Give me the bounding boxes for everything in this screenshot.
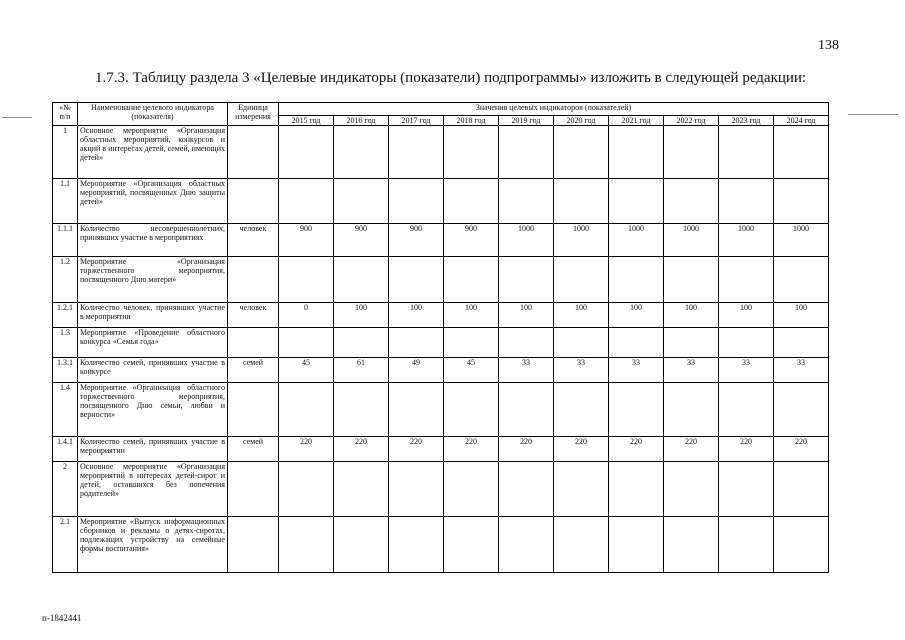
value-cell: 33 [774, 358, 829, 383]
value-cell [554, 383, 609, 437]
row-number: 2.1 [53, 517, 78, 573]
indicator-name: Мероприятие «Организация областного торжественного мероприятия, посвященного Дню семьи, любви и верности» [78, 383, 228, 437]
indicator-name: Основное мероприятие «Организация мероприятий в интересах детей-сирот и детей, оставшихся без попечения родителей» [78, 462, 228, 517]
value-cell: 33 [499, 358, 554, 383]
unit-cell: человек [228, 224, 279, 257]
value-cell [664, 383, 719, 437]
value-cell [444, 328, 499, 358]
value-cell [664, 517, 719, 573]
value-cell: 900 [279, 224, 334, 257]
value-cell: 100 [389, 303, 444, 328]
value-cell: 1000 [609, 224, 664, 257]
value-cell: 100 [554, 303, 609, 328]
value-cell [554, 462, 609, 517]
value-cell: 33 [664, 358, 719, 383]
value-cell: 33 [554, 358, 609, 383]
value-cell [334, 462, 389, 517]
value-cell [334, 383, 389, 437]
unit-cell [228, 383, 279, 437]
value-cell: 1000 [719, 224, 774, 257]
value-cell [499, 462, 554, 517]
value-cell: 100 [609, 303, 664, 328]
value-cell: 220 [279, 437, 334, 462]
row-number: 1 [53, 126, 78, 179]
row-number: 1.3.1 [53, 358, 78, 383]
value-cell: 220 [664, 437, 719, 462]
value-cell [719, 257, 774, 303]
value-cell [719, 383, 774, 437]
value-cell [609, 328, 664, 358]
value-cell [334, 126, 389, 179]
value-cell [444, 257, 499, 303]
value-cell [499, 383, 554, 437]
value-cell [499, 179, 554, 224]
row-number: 1.4.1 [53, 437, 78, 462]
indicators-table [52, 102, 829, 573]
indicator-name: Количество семей, принявших участие в мероприятии [78, 437, 228, 462]
margin-mark-left [2, 117, 32, 118]
value-cell [334, 257, 389, 303]
value-cell [389, 383, 444, 437]
table-row [53, 224, 829, 257]
value-cell [664, 462, 719, 517]
value-cell [774, 462, 829, 517]
value-cell [554, 328, 609, 358]
value-cell [334, 517, 389, 573]
value-cell [279, 462, 334, 517]
table-row [53, 257, 829, 303]
value-cell [389, 462, 444, 517]
value-cell [554, 257, 609, 303]
value-cell [389, 517, 444, 573]
value-cell [334, 328, 389, 358]
value-cell [774, 383, 829, 437]
value-cell: 100 [444, 303, 499, 328]
value-cell [774, 179, 829, 224]
header-values-group: Значения целевых индикаторов (показателей) [279, 103, 829, 116]
row-number: 1.4 [53, 383, 78, 437]
value-cell [444, 179, 499, 224]
value-cell: 0 [279, 303, 334, 328]
unit-cell: семей [228, 437, 279, 462]
unit-cell: семей [228, 358, 279, 383]
value-cell [389, 328, 444, 358]
header-year: 2020 год [554, 116, 609, 126]
value-cell [444, 462, 499, 517]
value-cell [774, 257, 829, 303]
indicator-name: Мероприятие «Проведение областного конкурса «Семья года» [78, 328, 228, 358]
document-code: п-1842441 [42, 613, 82, 623]
unit-cell [228, 462, 279, 517]
header-year: 2018 год [444, 116, 499, 126]
row-number: 1.1 [53, 179, 78, 224]
unit-cell [228, 517, 279, 573]
value-cell [664, 257, 719, 303]
value-cell [499, 517, 554, 573]
indicator-name: Количество несовершеннолетних, принявших участие в мероприятиях [78, 224, 228, 257]
table-row [53, 462, 829, 517]
unit-cell [228, 179, 279, 224]
value-cell [609, 517, 664, 573]
indicator-name: Количество семей, принявших участие в конкурсе [78, 358, 228, 383]
value-cell [279, 328, 334, 358]
value-cell: 61 [334, 358, 389, 383]
value-cell [719, 179, 774, 224]
value-cell [389, 257, 444, 303]
unit-cell [228, 126, 279, 179]
header-num: «№ п/п [53, 103, 78, 126]
value-cell: 49 [389, 358, 444, 383]
value-cell: 220 [774, 437, 829, 462]
value-cell [609, 179, 664, 224]
value-cell [609, 126, 664, 179]
value-cell [279, 179, 334, 224]
indicator-name: Мероприятие «Организация торжественного мероприятия, посвященного Дню матери» [78, 257, 228, 303]
header-name: Наименование целевого индикатора (показателя) [78, 103, 228, 126]
table-row [53, 126, 829, 179]
table-row [53, 179, 829, 224]
value-cell: 45 [444, 358, 499, 383]
table-row [53, 437, 829, 462]
value-cell [389, 179, 444, 224]
value-cell [664, 179, 719, 224]
value-cell: 33 [609, 358, 664, 383]
value-cell: 900 [389, 224, 444, 257]
value-cell [554, 517, 609, 573]
value-cell: 1000 [554, 224, 609, 257]
unit-cell [228, 328, 279, 358]
value-cell: 220 [609, 437, 664, 462]
table-row [53, 303, 829, 328]
value-cell [499, 328, 554, 358]
header-year: 2024 год [774, 116, 829, 126]
row-number: 1.2 [53, 257, 78, 303]
margin-mark-right [848, 114, 898, 115]
value-cell [554, 179, 609, 224]
indicator-name: Мероприятие «Организация областных мероприятий, посвященных Дню защиты детей» [78, 179, 228, 224]
value-cell [389, 126, 444, 179]
value-cell [279, 126, 334, 179]
value-cell: 900 [444, 224, 499, 257]
value-cell [774, 126, 829, 179]
header-year: 2015 год [279, 116, 334, 126]
value-cell: 220 [719, 437, 774, 462]
value-cell [279, 257, 334, 303]
header-year: 2021 год [609, 116, 664, 126]
value-cell: 1000 [664, 224, 719, 257]
value-cell: 100 [499, 303, 554, 328]
indicator-name: Количество человек, принявших участие в мероприятии [78, 303, 228, 328]
value-cell: 1000 [774, 224, 829, 257]
value-cell [719, 126, 774, 179]
value-cell [554, 126, 609, 179]
unit-cell: человек [228, 303, 279, 328]
header-year: 2017 год [389, 116, 444, 126]
value-cell: 45 [279, 358, 334, 383]
value-cell [609, 383, 664, 437]
table-row [53, 358, 829, 383]
value-cell [609, 462, 664, 517]
table-row [53, 517, 829, 573]
header-year: 2016 год [334, 116, 389, 126]
value-cell [444, 126, 499, 179]
value-cell: 900 [334, 224, 389, 257]
value-cell [279, 383, 334, 437]
value-cell [719, 328, 774, 358]
header-year: 2019 год [499, 116, 554, 126]
value-cell [719, 517, 774, 573]
header-unit: Единица измерения [228, 103, 279, 126]
unit-cell [228, 257, 279, 303]
table-row [53, 328, 829, 358]
value-cell [279, 517, 334, 573]
value-cell: 220 [334, 437, 389, 462]
table-row [53, 383, 829, 437]
indicator-name: Основное мероприятие «Организация областных мероприятий, конкурсов и акций в интересах детей, семей, имеющих детей» [78, 126, 228, 179]
value-cell [444, 383, 499, 437]
value-cell: 100 [664, 303, 719, 328]
value-cell: 220 [499, 437, 554, 462]
value-cell: 100 [334, 303, 389, 328]
header-year: 2022 год [664, 116, 719, 126]
page-number: 138 [818, 38, 839, 53]
indicator-name: Мероприятие «Выпуск информационных сборников и рекламы о детях-сиротах, подлежащих устройству на семейные формы воспитания» [78, 517, 228, 573]
value-cell: 100 [774, 303, 829, 328]
value-cell: 1000 [499, 224, 554, 257]
value-cell: 220 [389, 437, 444, 462]
value-cell [499, 126, 554, 179]
value-cell: 33 [719, 358, 774, 383]
value-cell [774, 328, 829, 358]
value-cell: 220 [554, 437, 609, 462]
header-year: 2023 год [719, 116, 774, 126]
value-cell [719, 462, 774, 517]
row-number: 1.3 [53, 328, 78, 358]
value-cell [499, 257, 554, 303]
row-number: 2 [53, 462, 78, 517]
row-number: 1.1.1 [53, 224, 78, 257]
row-number: 1.2.1 [53, 303, 78, 328]
value-cell [334, 179, 389, 224]
value-cell [609, 257, 664, 303]
value-cell: 100 [719, 303, 774, 328]
value-cell [774, 517, 829, 573]
value-cell [664, 328, 719, 358]
value-cell [444, 517, 499, 573]
value-cell: 220 [444, 437, 499, 462]
section-heading: 1.7.3. Таблицу раздела 3 «Целевые индикаторы (показатели) подпрограммы» изложить в следующей редакции: [95, 70, 807, 86]
value-cell [664, 126, 719, 179]
